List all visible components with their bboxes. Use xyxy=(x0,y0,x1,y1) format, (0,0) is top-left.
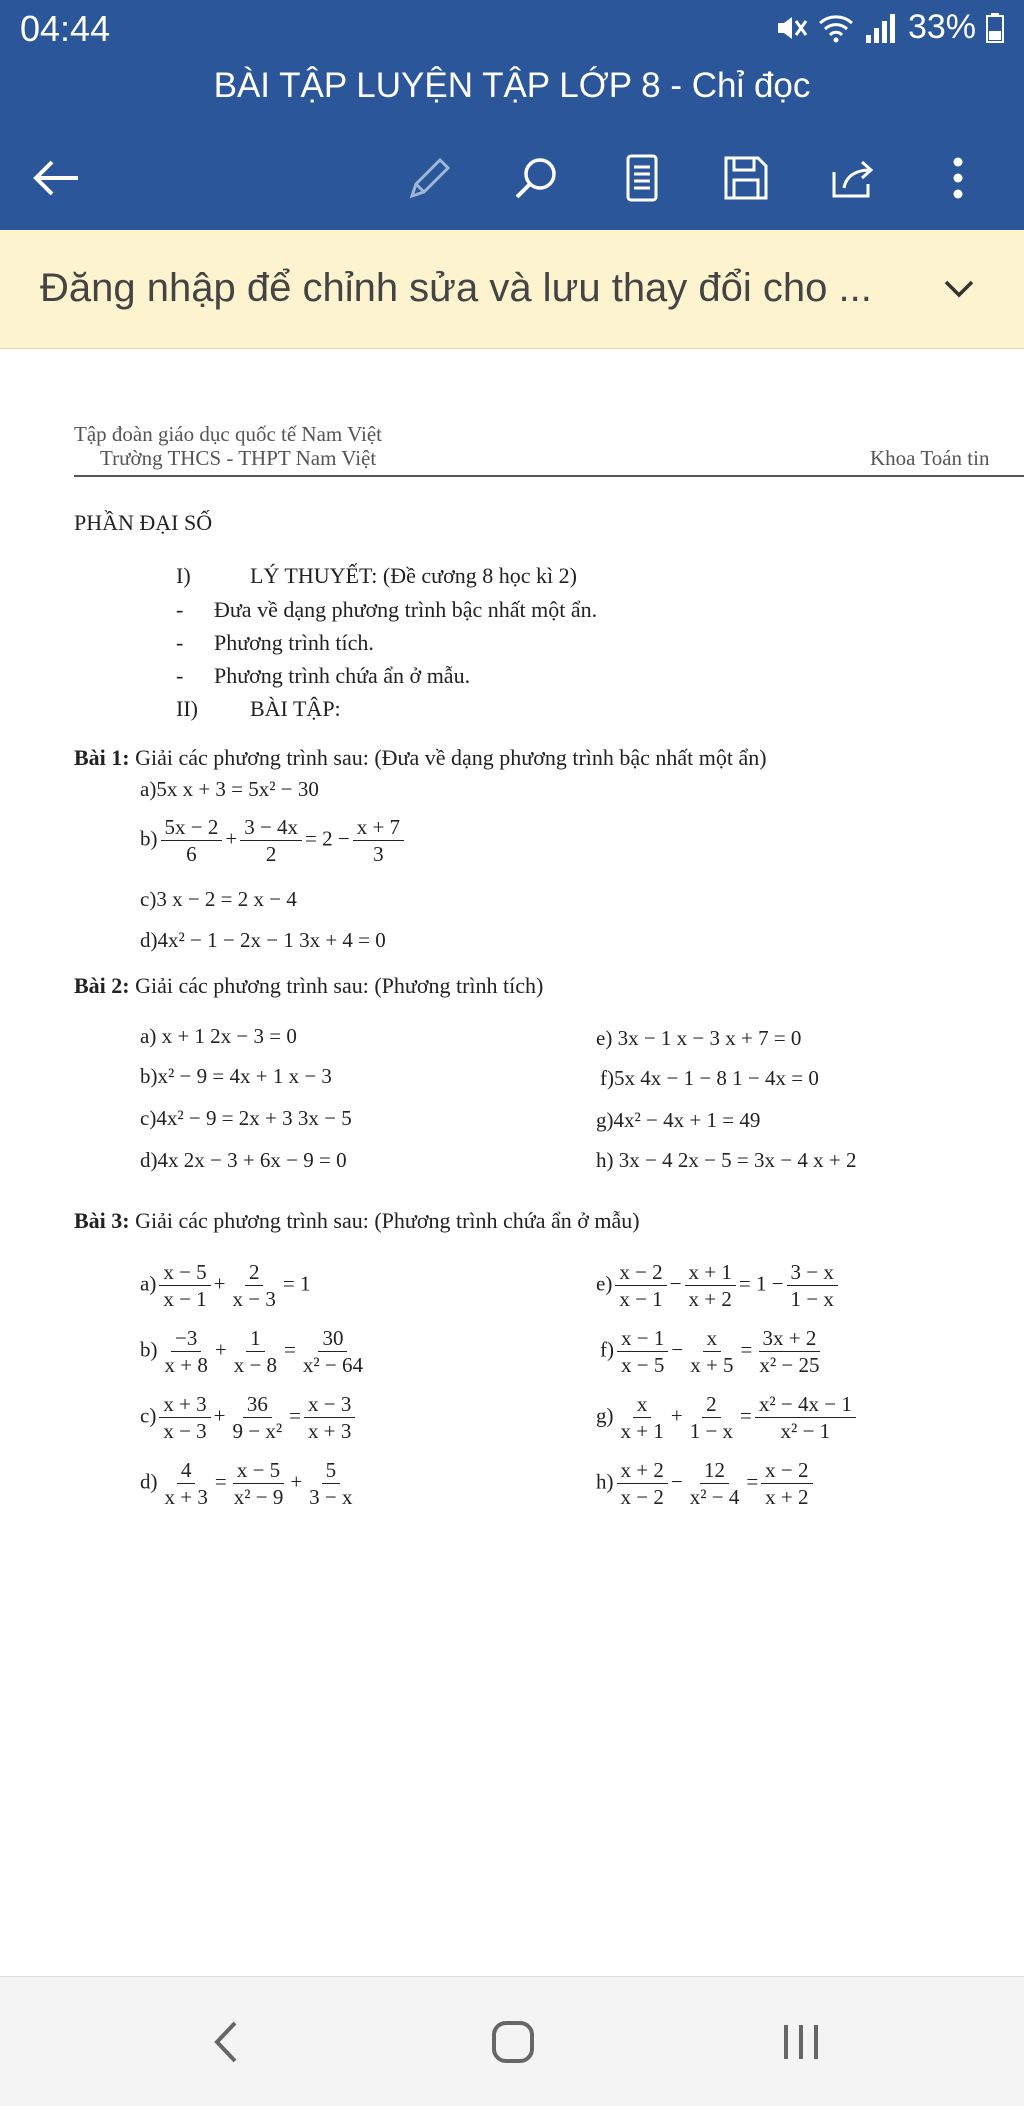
bullet: - xyxy=(176,630,184,655)
equation-1a: a)5x x + 3 = 5x² − 30 xyxy=(140,777,319,801)
numerator: x xyxy=(633,1392,652,1418)
denominator: 9 − x² xyxy=(232,1419,283,1444)
denominator: 3 xyxy=(373,842,384,867)
denominator: x − 8 xyxy=(233,1353,278,1378)
fraction xyxy=(755,1326,823,1377)
denominator: x² − 4 xyxy=(689,1485,740,1510)
denominator: 6 xyxy=(186,842,197,867)
numerator: x² − 4x − 1 xyxy=(755,1392,856,1418)
denominator: x − 1 xyxy=(163,1287,207,1312)
numerator: x + 1 xyxy=(685,1260,736,1286)
problem-description: Giải các phương trình sau: (Phương trình tích) xyxy=(129,973,544,998)
fraction xyxy=(617,1326,668,1377)
app-header xyxy=(0,0,1024,230)
fraction xyxy=(299,1326,367,1377)
edit-button[interactable] xyxy=(398,146,462,210)
arrow-left-icon xyxy=(30,158,82,198)
numerator: 12 xyxy=(700,1458,729,1484)
equation-3a xyxy=(140,1260,310,1311)
operator: = xyxy=(214,1469,227,1494)
equation-2h: h) 3x − 4 2x − 5 = 3x − 4 x + 2 xyxy=(596,1148,857,1172)
theory-item: Đưa về dạng phương trình bậc nhất một ẩn. xyxy=(214,597,598,622)
fraction xyxy=(230,1326,281,1377)
denominator: x + 5 xyxy=(690,1353,734,1378)
denominator: x − 5 xyxy=(621,1353,665,1378)
denominator: x² − 64 xyxy=(302,1353,364,1378)
denominator: x − 2 xyxy=(620,1485,664,1510)
numerator: 5x − 2 xyxy=(161,815,223,841)
school-name: Trường THCS - THPT Nam Việt xyxy=(100,446,377,470)
item-label: f) xyxy=(600,1337,614,1362)
denominator: x + 2 xyxy=(765,1485,809,1510)
fraction xyxy=(305,1458,356,1509)
fraction xyxy=(686,1326,737,1377)
search-icon xyxy=(512,154,560,202)
numerator: x + 7 xyxy=(353,815,404,841)
fraction xyxy=(685,1260,736,1311)
problem-description: Giải các phương trình sau: (Đưa về dạng phương trình bậc nhất một ẩn) xyxy=(129,745,767,770)
denominator: x² − 9 xyxy=(233,1485,284,1510)
status-icons xyxy=(774,8,1004,47)
numerator: 2 xyxy=(702,1392,721,1418)
bullet: - xyxy=(176,663,184,688)
denominator: x² − 25 xyxy=(759,1353,820,1378)
mute-icon xyxy=(774,13,808,43)
numerator: 30 xyxy=(318,1326,347,1352)
equation-3h xyxy=(596,1458,816,1509)
equation-2b: b)x² − 9 = 4x + 1 x − 3 xyxy=(140,1064,332,1088)
reading-view-button[interactable] xyxy=(610,146,674,210)
equation-3d xyxy=(140,1458,360,1509)
fraction xyxy=(161,1458,212,1509)
numerator: 2 xyxy=(245,1260,264,1286)
equation-2c: c)4x² − 9 = 2x + 3 3x − 5 xyxy=(140,1106,352,1130)
numerator: 3 − 4x xyxy=(240,815,302,841)
item-label: b) xyxy=(140,1337,158,1362)
operator: = 1 − xyxy=(738,1271,784,1296)
department-name: Khoa Toán tin xyxy=(870,446,990,470)
fraction xyxy=(686,1458,744,1509)
back-button[interactable] xyxy=(24,146,88,210)
item-label: b) xyxy=(140,826,158,851)
search-button[interactable] xyxy=(504,146,568,210)
fraction xyxy=(304,1392,355,1443)
fraction xyxy=(159,1260,210,1311)
theory-item: Phương trình chứa ẩn ở mẫu. xyxy=(214,663,471,688)
section-title: PHẦN ĐẠI SỐ xyxy=(74,510,213,535)
operator: + xyxy=(670,1403,683,1428)
denominator: x + 3 xyxy=(164,1485,208,1510)
fraction xyxy=(230,1458,288,1509)
numerator: x − 3 xyxy=(304,1392,355,1418)
numerator: x xyxy=(703,1326,722,1352)
numerator: x − 2 xyxy=(761,1458,812,1484)
numerator: 5 xyxy=(322,1458,341,1484)
fraction xyxy=(159,1392,210,1443)
fraction xyxy=(229,1392,287,1443)
equation-1d: d)4x² − 1 − 2x − 1 3x + 4 = 0 xyxy=(140,928,386,952)
numerator: x − 2 xyxy=(615,1260,666,1286)
status-time: 04:44 xyxy=(20,8,111,49)
operator: + xyxy=(213,1403,226,1428)
document-title: BÀI TẬP LUYỆN TẬP LỚP 8 - Chỉ đọc xyxy=(213,66,811,105)
numerator: 4 xyxy=(177,1458,196,1484)
item-label: a) xyxy=(140,1271,157,1296)
operator: + xyxy=(213,1271,226,1296)
fraction xyxy=(615,1260,666,1311)
banner-text: Đăng nhập để chỉnh sửa và lưu thay đổi cho ... xyxy=(40,266,872,310)
denominator: 1 − x xyxy=(689,1419,734,1444)
fraction xyxy=(353,815,404,866)
equation-3c xyxy=(140,1392,358,1443)
pen-icon xyxy=(406,154,454,202)
nav-back-button[interactable] xyxy=(192,2007,262,2077)
denominator: x + 1 xyxy=(620,1419,664,1444)
denominator: 3 − x xyxy=(309,1485,353,1510)
numerator: 3x + 2 xyxy=(759,1326,821,1352)
numerator: x + 3 xyxy=(159,1392,210,1418)
fraction xyxy=(161,1326,212,1377)
problem-label: Bài 1: xyxy=(74,745,130,770)
problem-description: Giải các phương trình sau: (Phương trình chứa ẩn ở mẫu) xyxy=(129,1208,640,1233)
problem-label: Bài 2: xyxy=(74,973,130,998)
equation-2g: g)4x² − 4x + 1 = 49 xyxy=(596,1108,761,1132)
denominator: x − 1 xyxy=(619,1287,663,1312)
denominator: x + 2 xyxy=(688,1287,732,1312)
exercise-number: II) xyxy=(176,696,198,721)
equation-2f: f)5x 4x − 1 − 8 1 − 4x = 0 xyxy=(600,1066,819,1090)
operator: + xyxy=(214,1337,227,1362)
problem-3-heading xyxy=(74,1208,640,1234)
chevron-left-icon xyxy=(207,2017,247,2067)
equation-3b xyxy=(140,1326,370,1377)
bullet: - xyxy=(176,597,184,622)
home-icon xyxy=(488,2017,538,2067)
fraction xyxy=(229,1260,280,1311)
nav-home-button[interactable] xyxy=(478,2007,548,2077)
operator: = 2 − xyxy=(305,826,350,851)
sign-in-banner[interactable] xyxy=(0,230,1024,349)
item-label: d) xyxy=(140,1469,158,1494)
fraction xyxy=(761,1458,812,1509)
fraction xyxy=(240,815,302,866)
numerator: x − 5 xyxy=(233,1458,284,1484)
equation-2d: d)4x 2x − 3 + 6x − 9 = 0 xyxy=(140,1148,347,1172)
reading-view-icon xyxy=(622,153,662,203)
operator: + xyxy=(290,1469,303,1494)
operator: = xyxy=(746,1469,759,1494)
item-label: c) xyxy=(140,1403,157,1428)
item-label: g) xyxy=(596,1403,614,1428)
equation-3f xyxy=(600,1326,827,1377)
more-vertical-icon xyxy=(948,154,968,202)
system-navigation-bar xyxy=(0,1976,1024,2106)
operator: = xyxy=(284,1337,296,1362)
more-options-button[interactable] xyxy=(926,146,990,210)
save-icon xyxy=(722,154,770,202)
numerator: x − 5 xyxy=(159,1260,210,1286)
fraction xyxy=(686,1392,737,1443)
problem-1-heading xyxy=(74,745,767,771)
denominator: x² − 1 xyxy=(780,1419,831,1444)
wifi-icon xyxy=(818,13,854,43)
document-page xyxy=(0,350,1024,1976)
theory-heading: LÝ THUYẾT: (Đề cương 8 học kì 2) xyxy=(250,563,577,588)
fraction xyxy=(787,1260,838,1311)
share-icon xyxy=(828,154,876,202)
equation-3g xyxy=(596,1392,859,1443)
denominator: x + 3 xyxy=(308,1419,352,1444)
denominator: 2 xyxy=(265,842,277,867)
battery-level: 33% xyxy=(907,8,976,46)
org-name: Tập đoàn giáo dục quốc tế Nam Việt xyxy=(74,422,383,446)
problem-2-heading xyxy=(74,973,543,999)
chevron-down-icon[interactable] xyxy=(934,264,984,314)
operator: − xyxy=(669,1271,682,1296)
numerator: −3 xyxy=(171,1326,201,1352)
operator: = xyxy=(740,1337,753,1362)
equation-2e: e) 3x − 1 x − 3 x + 7 = 0 xyxy=(596,1026,802,1050)
fraction xyxy=(617,1458,668,1509)
numerator: 36 xyxy=(243,1392,272,1418)
denominator: 1 − x xyxy=(790,1287,834,1312)
equation-1c: c)3 x − 2 = 2 x − 4 xyxy=(140,887,297,911)
item-label: e) xyxy=(596,1271,613,1296)
nav-recents-button[interactable] xyxy=(766,2007,836,2077)
operator: = xyxy=(289,1403,301,1428)
save-button[interactable] xyxy=(714,146,778,210)
problem-label: Bài 3: xyxy=(74,1208,130,1233)
fraction xyxy=(617,1392,668,1443)
equation-3e xyxy=(596,1260,841,1311)
item-label: h) xyxy=(596,1469,614,1494)
equation-2a: a) x + 1 2x − 3 = 0 xyxy=(140,1024,297,1048)
fraction xyxy=(755,1392,856,1443)
operator: + xyxy=(225,826,238,851)
theory-number: I) xyxy=(176,563,191,588)
denominator: x − 3 xyxy=(232,1287,276,1312)
header-divider xyxy=(74,475,1024,477)
share-button[interactable] xyxy=(820,146,884,210)
operator: = 1 xyxy=(282,1271,311,1296)
operator: − xyxy=(671,1337,684,1362)
numerator: 3 − x xyxy=(787,1260,838,1286)
operator: − xyxy=(670,1469,683,1494)
exercise-heading: BÀI TẬP: xyxy=(250,696,341,721)
signal-icon xyxy=(864,13,898,43)
theory-item: Phương trình tích. xyxy=(214,630,374,655)
equation-1b xyxy=(140,815,407,866)
denominator: x + 8 xyxy=(164,1353,208,1378)
numerator: x − 1 xyxy=(617,1326,668,1352)
fraction xyxy=(161,815,223,866)
battery-icon xyxy=(986,13,1004,43)
denominator: x − 3 xyxy=(163,1419,207,1444)
recent-apps-icon xyxy=(776,2017,826,2067)
numerator: x + 2 xyxy=(617,1458,668,1484)
numerator: 1 xyxy=(246,1326,265,1352)
operator: = xyxy=(740,1403,752,1428)
